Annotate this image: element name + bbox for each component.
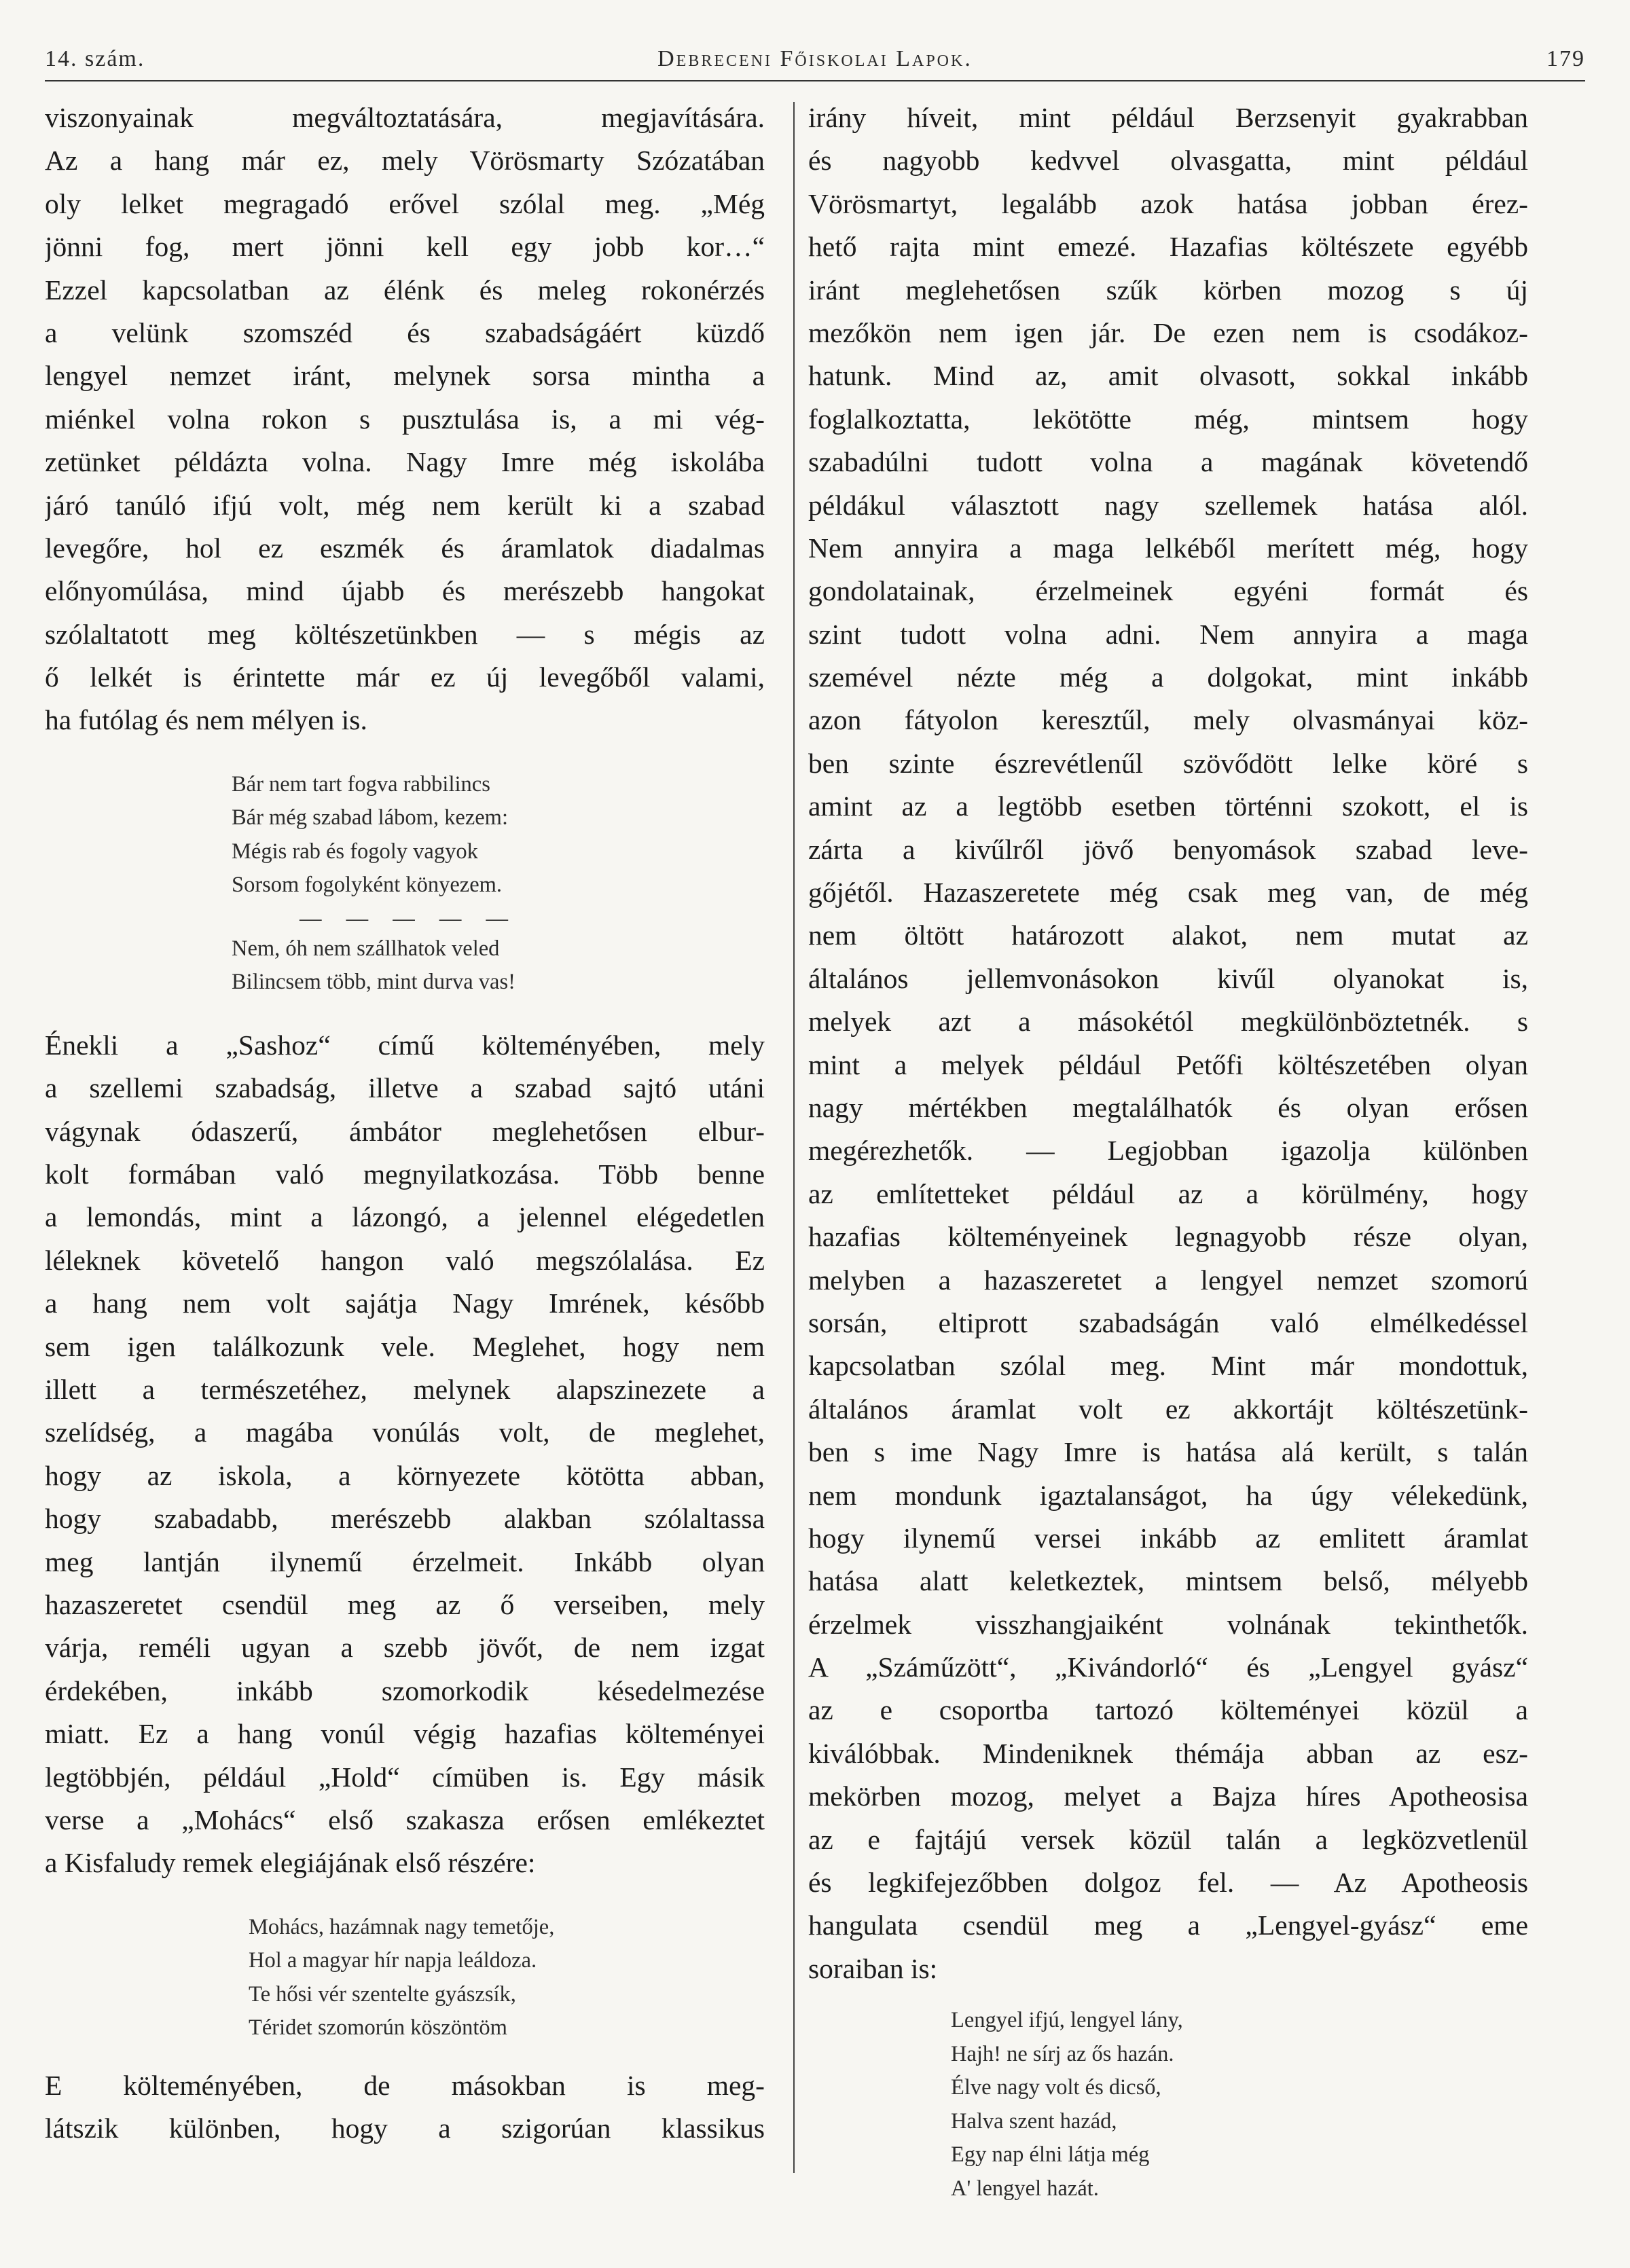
poem-line: Te hősi vér szentelte gyászsík, [249, 1981, 516, 2007]
text-line: sorsán, eltiprott szabadságán való elmélkedéssel [808, 1306, 1528, 1338]
text-line: meg lantján ilynemű érzelmeit. Inkább olyan [45, 1545, 765, 1577]
text-line: járó tanúló ifjú volt, még nem került ki a szabad [45, 489, 765, 521]
text-line: hangulata csendül meg a „Lengyel-gyász“ eme [808, 1909, 1528, 1941]
text-line: hogy az iskola, a környezete kötötta abban, [45, 1459, 765, 1491]
text-line: általános jellemvonásokon kivűl olyanokat is, [808, 962, 1528, 994]
journal-title: Debreceni Főiskolai Lapok. [657, 46, 973, 71]
text-line: szólaltatott meg költészetünkben — s mégis az [45, 618, 765, 650]
left-paragraph-1 [45, 96, 765, 742]
left-paragraph-3 [45, 2064, 765, 2151]
text-line: előnyomúlása, mind újabb és merészebb hangokat [45, 575, 765, 607]
text-line: hogy ilynemű versei inkább az emlitett áramlat [808, 1522, 1528, 1554]
text-line: hazafias költeményeinek legnagyobb része olyan, [808, 1221, 1528, 1253]
issue-number: 14. szám. [45, 46, 145, 71]
text-line: sem igen találkozunk vele. Meglehet, hogy nem [45, 1330, 765, 1362]
text-line: irány híveit, mint például Berzsenyit gyakrabban [808, 102, 1528, 133]
text-line: ben s ime Nagy Imre is hatása alá került, s talán [808, 1436, 1528, 1468]
text-line: soraiban is: [808, 1952, 938, 1984]
poem-line: Élve nagy volt és dicső, [951, 2075, 1161, 2100]
text-line: hető rajta mint emezé. Hazafias költészete egyébb [808, 231, 1528, 263]
header-rule [45, 80, 1585, 81]
text-line: jönni fog, mert jönni kell egy jobb kor…“ [45, 231, 765, 263]
text-line: Nem annyira a maga lelkéből merített még, hogy [808, 532, 1528, 564]
text-line: a szellemi szabadság, illetve a szabad sajtó utáni [45, 1072, 765, 1104]
text-line: illett a természetéhez, melynek alapszinezete a [45, 1373, 765, 1405]
text-line: ha futólag és nem mélyen is. [45, 704, 367, 736]
text-line: azon fátyolon keresztűl, mely olvasmányai köz- [808, 704, 1528, 736]
text-line: általános áramlat volt ez akkortájt költészetünk- [808, 1393, 1528, 1425]
text-line: az e fajtájú versek közül talán a legközvetlenül [808, 1823, 1528, 1855]
text-line: kiválóbbak. Mindeniknek thémája abban az esz- [808, 1737, 1528, 1769]
poem-line: Nem, óh nem szállhatok veled [232, 936, 500, 961]
left-paragraph-2 [45, 1024, 765, 1885]
text-line: megérezhetők. — Legjobban igazolja különben [808, 1135, 1528, 1167]
poem-line: Hajh! ne sírj az ős hazán. [951, 2041, 1174, 2066]
text-line: oly lelket megragadó erővel szólal meg. „Még [45, 187, 765, 219]
running-header [45, 42, 1585, 80]
text-line: nagy mértékben megtalálhatók és olyan erősen [808, 1091, 1528, 1123]
poem-line: Bár még szabad lábom, kezem: [232, 805, 508, 830]
poem-line: Mohács, hazámnak nagy temetője, [249, 1914, 555, 1939]
text-line: ő lelkét is érintette már ez új levegőből valami, [45, 661, 765, 693]
text-line: szint tudott volna adni. Nem annyira a maga [808, 618, 1528, 650]
text-line: az említetteket például az a körülmény, hogy [808, 1177, 1528, 1209]
text-line: érdekében, inkább szomorkodik késedelmezése [45, 1675, 765, 1706]
poem-bilincs [45, 768, 765, 1000]
text-line: levegőre, hol ez eszmék és áramlatok diadalmas [45, 532, 765, 564]
poem-line: Bilincsem több, mint durva vas! [232, 970, 515, 995]
text-line: viszonyainak megváltoztatására, megjavítására. [45, 102, 765, 133]
left-column [45, 96, 765, 2150]
text-line: várja, reméli ugyan a szebb jövőt, de nem izgat [45, 1632, 765, 1664]
poem-line: Téridet szomorún köszöntöm [249, 2015, 507, 2041]
text-line: mezőkön nem igen jár. De ezen nem is csodákoz- [808, 316, 1528, 348]
poem-line: Mégis rab és fogoly vagyok [232, 839, 478, 864]
page-number: 179 [1546, 46, 1585, 71]
text-line: melyben a hazaszeretet a lengyel nemzet szomorú [808, 1264, 1528, 1296]
poem-lengyel-gyasz [808, 2004, 1528, 2206]
poem-line: Egy nap élni látja még [951, 2142, 1150, 2168]
text-line: szabadúlni tudott volna a magának követendő [808, 446, 1528, 478]
poem-mohacs [45, 1911, 765, 2045]
text-line: verse a „Mohács“ első szakasza erősen emlékeztet [45, 1804, 765, 1835]
text-line: amint az a legtöbb esetben történni szokott, el is [808, 790, 1528, 822]
poem-line: Sorsom fogolyként könyezem. [232, 873, 503, 898]
text-line: foglalkoztatta, lekötötte még, mintsem hogy [808, 403, 1528, 435]
text-line: zárta a kivűlről jövő benyomások szabad leve- [808, 833, 1528, 865]
text-line: hatunk. Mind az, amit olvasott, sokkal inkább [808, 360, 1528, 392]
text-line: a velünk szomszéd és szabadságáért küzdő [45, 316, 765, 348]
poem-line: Hol a magyar hír napja leáldoza. [249, 1948, 537, 1973]
text-line: melyek azt a másokétól megkülönböztetnék. s [808, 1006, 1528, 1038]
text-line: kapcsolatban szólal meg. Mint már mondottuk, [808, 1350, 1528, 1382]
text-line: és legkifejezőbben dolgoz fel. — Az Apotheosis [808, 1867, 1528, 1899]
text-line: szemével nézte még a dolgokat, mint inkább [808, 661, 1528, 693]
text-line: mint a melyek például Petőfi költészetében olyan [808, 1048, 1528, 1080]
text-line: nem öltött határozott alakot, nem mutat az [808, 919, 1528, 951]
text-line: és nagyobb kedvvel olvasgatta, mint például [808, 145, 1528, 177]
text-line: iránt meglehetősen szűk körben mozog s új [808, 274, 1528, 306]
text-line: legtöbbjén, például „Hold“ címüben is. Egy másik [45, 1761, 765, 1793]
text-line: látszik különben, hogy a szigorúan klassikus [45, 2112, 765, 2144]
right-column [808, 96, 1528, 2206]
text-line: gondolatainak, érzelmeinek egyéni formát és [808, 575, 1528, 607]
text-line: a lemondás, mint a lázongó, a jelennel elégedetlen [45, 1201, 765, 1233]
text-line: gőjétől. Hazaszeretete még csak meg van, de még [808, 877, 1528, 909]
text-line: hogy szabadabb, merészebb alakban szólaltassa [45, 1503, 765, 1535]
poem-line: Lengyel ifjú, lengyel lány, [951, 2008, 1183, 2033]
text-line: zetünket példázta volna. Nagy Imre még iskolába [45, 446, 765, 478]
text-line: hatása alatt keletkeztek, mintsem belső, mélyebb [808, 1565, 1528, 1597]
text-line: nem mondunk igaztalanságot, ha úgy vélekedünk, [808, 1479, 1528, 1511]
text-line: Az a hang már ez, mely Vörösmarty Szózatában [45, 145, 765, 177]
text-line: léleknek követelő hangon való megszólalása. Ez [45, 1244, 765, 1276]
poem-separator: — — — — — [300, 906, 518, 931]
text-line: példákul választott nagy szellemek hatása alól. [808, 489, 1528, 521]
text-line: vágynak ódaszerű, ámbátor meglehetősen elbur- [45, 1115, 765, 1147]
text-line: miatt. Ez a hang vonúl végig hazafias költeményei [45, 1718, 765, 1750]
text-line: érzelmek visszhangjaiként volnának tekinthetők. [808, 1608, 1528, 1640]
text-line: a Kisfaludy remek elegiájának első részére: [45, 1847, 536, 1879]
poem-line: A' lengyel hazát. [951, 2176, 1099, 2201]
text-line: ben szinte észrevétlenűl szövődött lelke köré s [808, 747, 1528, 779]
text-line: az e csoportba tartozó költeményei közül a [808, 1694, 1528, 1726]
column-divider [793, 102, 795, 2173]
text-line: mekörben mozog, melyet a Bajza híres Apotheosisa [808, 1780, 1528, 1812]
text-line: Vörösmartyt, legalább azok hatása jobban érez- [808, 187, 1528, 219]
poem-line: Bár nem tart fogva rabbilincs [232, 771, 490, 797]
text-line: A „Száműzött“, „Kivándorló“ és „Lengyel gyász“ [808, 1651, 1528, 1683]
text-line: a hang nem volt sajátja Nagy Imrének, később [45, 1287, 765, 1319]
right-paragraph-1 [808, 96, 1528, 1990]
text-line: E költeményében, de másokban is meg- [45, 2069, 765, 2101]
text-line: szelídség, a magába vonúlás volt, de meglehet, [45, 1416, 765, 1448]
text-line: hazaszeretet csendül meg az ő verseiben, mely [45, 1588, 765, 1620]
text-line: kolt formában való megnyilatkozása. Több benne [45, 1158, 765, 1190]
text-line: miénkel volna rokon s pusztulása is, a mi vég- [45, 403, 765, 435]
text-line: Énekli a „Sashoz“ című költeményében, mely [45, 1029, 765, 1061]
text-line: Ezzel kapcsolatban az élénk és meleg rokonérzés [45, 274, 765, 306]
text-line: lengyel nemzet iránt, melynek sorsa mintha a [45, 360, 765, 392]
poem-line: Halva szent hazád, [951, 2108, 1117, 2134]
